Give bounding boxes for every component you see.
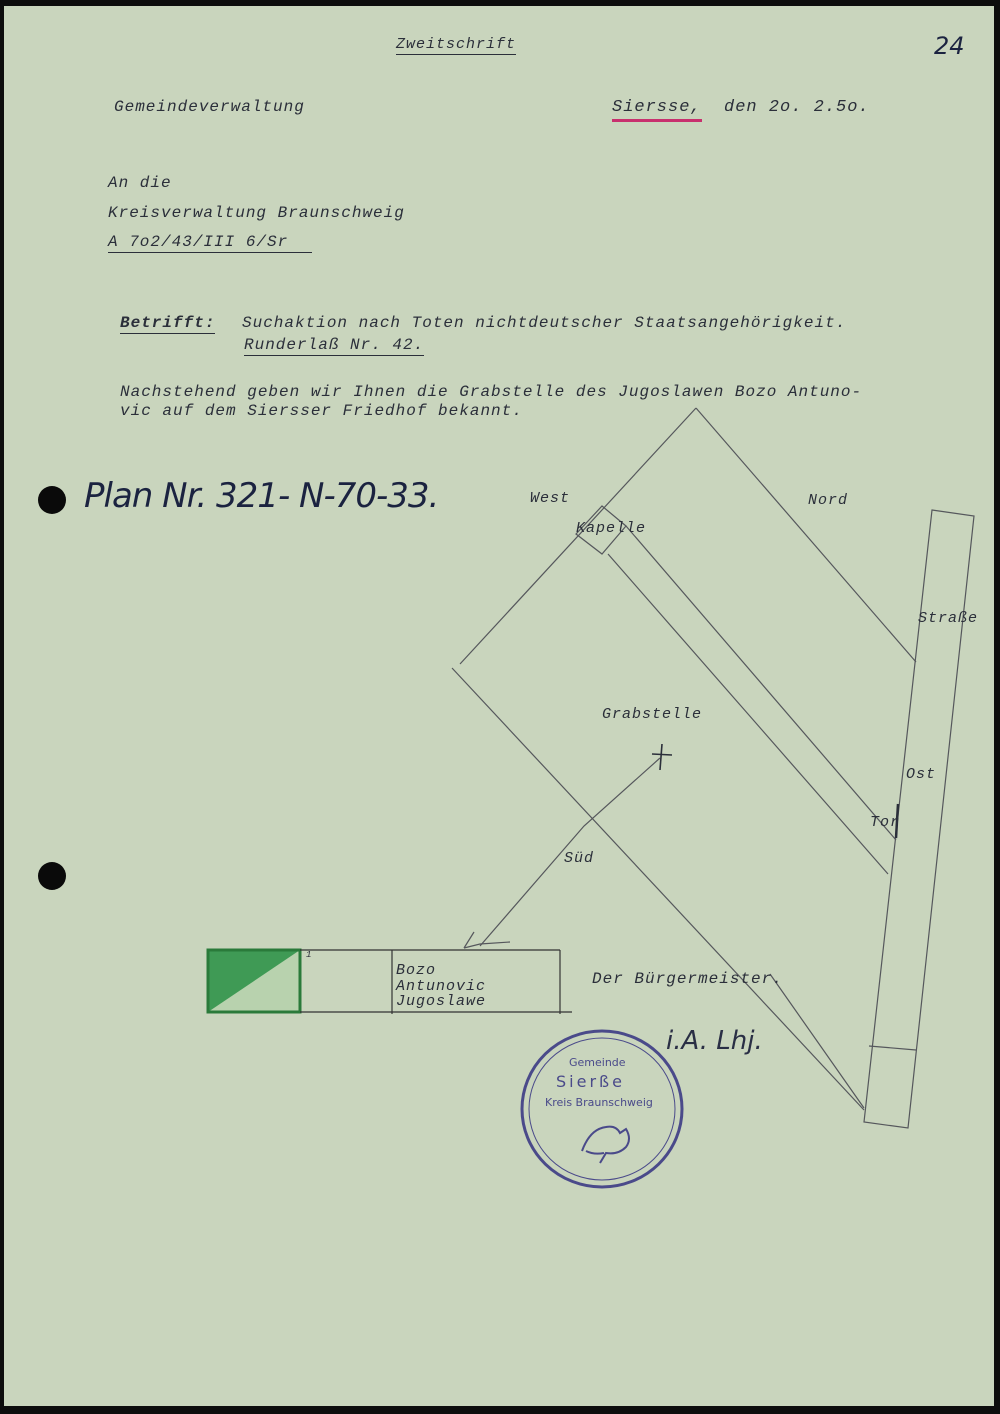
grave-table: [208, 950, 572, 1014]
map-label-west: West: [530, 490, 571, 507]
grave-table-name-line2: Antunovic: [396, 978, 487, 995]
body-line2: vic auf dem Siersser Friedhof bekannt.: [120, 402, 523, 420]
body-line1: Nachstehend geben wir Ihnen die Grabstelle des Jugoslawen Bozo Antuno-: [120, 383, 863, 401]
stamp-line3: Kreis Braunschweig: [545, 1096, 653, 1109]
map-label-kapelle: Kapelle: [576, 520, 647, 537]
date: den 2o. 2.5o.: [724, 98, 870, 117]
grave-table-name-line3: Jugoslawe: [396, 993, 487, 1010]
subject-label: Betrifft:: [120, 314, 216, 332]
document-page: [4, 6, 994, 1406]
grave-cross-icon: [652, 744, 672, 770]
recipient-line2: Kreisverwaltung Braunschweig: [108, 204, 405, 222]
street-crossline: [869, 1046, 916, 1050]
grave-pointer-arrowhead: [464, 942, 510, 948]
place: Siersse,: [612, 98, 702, 122]
doc-type: Zweitschrift: [396, 36, 517, 53]
plan-boundary-south: [452, 668, 864, 1110]
recipient-reference: A 7o2/43/III 6/Sr: [108, 233, 312, 253]
grave-table-name-line1: Bozo: [396, 962, 437, 979]
plan-boundary-east: [770, 974, 864, 1108]
subject-decree: Runderlaß Nr. 42.: [244, 336, 425, 354]
plan-number: Plan Nr. 321- N-70-33.: [84, 476, 439, 516]
horse-emblem: [582, 1127, 629, 1163]
stamp-outer-ring: [522, 1031, 682, 1187]
map-label-nord: Nord: [808, 492, 849, 509]
cemetery-plan-drawing: [4, 6, 994, 1406]
plan-boundary-north: [696, 408, 916, 662]
grave-table-row-number: 1: [306, 950, 313, 960]
map-label-grabstelle: Grabstelle: [602, 706, 703, 723]
plan-path-line-2: [626, 526, 896, 840]
subject-text: Suchaktion nach Toten nichtdeutscher Staatsangehörigkeit.: [242, 314, 847, 332]
page-number: 24: [934, 32, 965, 60]
map-label-sued: Süd: [564, 850, 595, 867]
map-label-tor: Tor: [870, 814, 901, 831]
signature-initials: i.A. Lhj.: [666, 1026, 763, 1056]
map-label-ost: Ost: [906, 766, 937, 783]
recipient-line1: An die: [108, 174, 172, 192]
sender: Gemeindeverwaltung: [114, 98, 305, 116]
stamp-line1: Gemeinde: [569, 1056, 626, 1069]
stamp: [522, 1031, 682, 1187]
map-label-strasse: Straße: [918, 610, 979, 627]
stamp-line2: Sierße: [556, 1072, 625, 1091]
signature-title: Der Bürgermeister.: [592, 970, 783, 988]
